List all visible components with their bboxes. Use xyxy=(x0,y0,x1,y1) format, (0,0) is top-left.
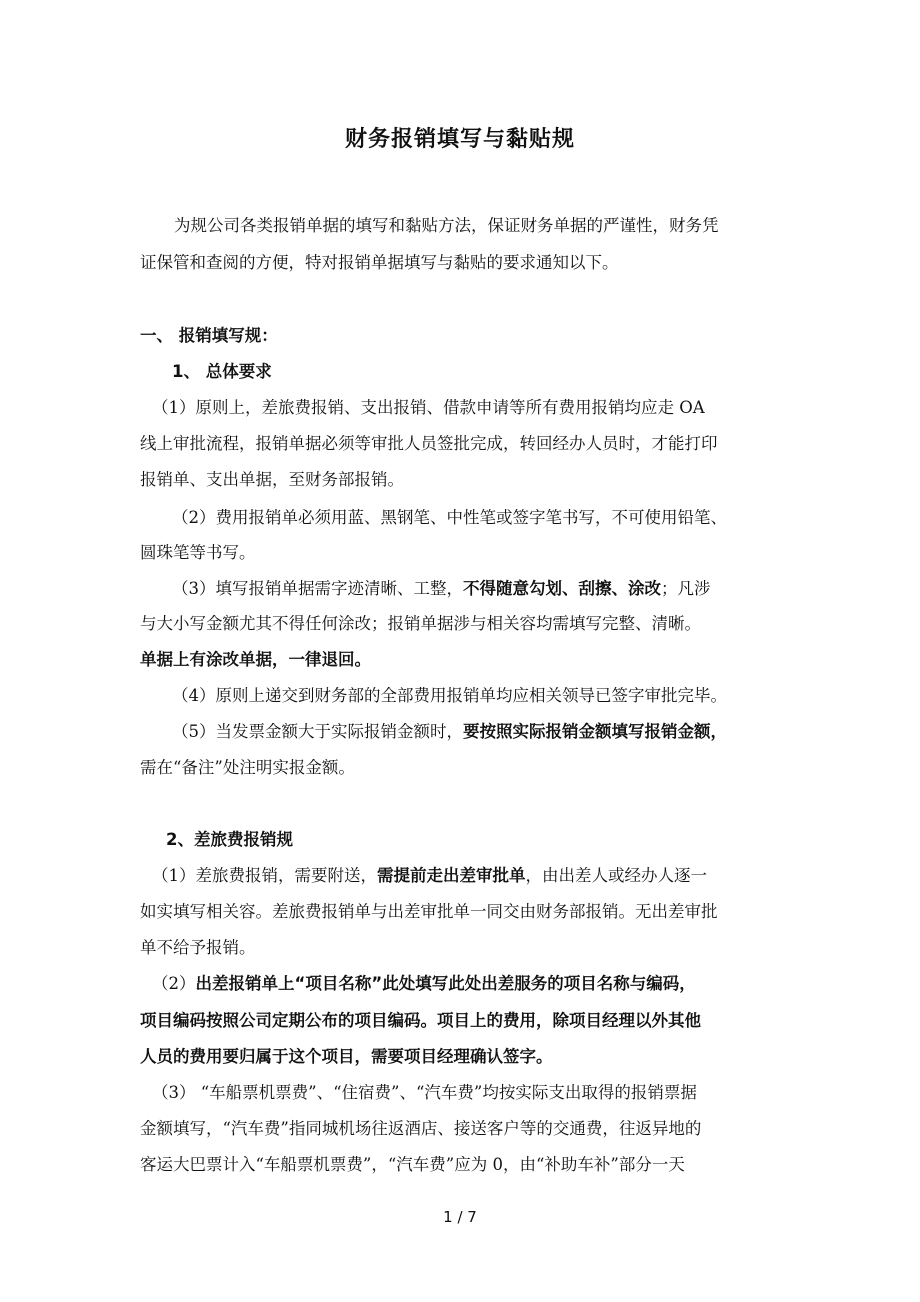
paragraph-1-3-line-3: 单据上有涂改单据，一律退回。 xyxy=(140,650,371,669)
paragraph-1-2-line-2: 圆珠笔等书写。 xyxy=(140,543,256,562)
paragraph-1-1-line-2: 线上审批流程，报销单据必须等审批人员签批完成，转回经办人员时，才能打印 xyxy=(140,434,718,453)
paragraph-2-2-line-3: 人员的费用要归属于这个项目，需要项目经理确认签字。 xyxy=(140,1047,553,1066)
document-title: 财务报销填写与黏贴规 xyxy=(344,127,575,152)
page-number: 1 / 7 xyxy=(443,1208,477,1226)
intro-line-2: 证保管和查阅的方便，特对报销单据填写与黏贴的要求通知以下。 xyxy=(140,253,619,272)
paragraph-1-4-line-1: （4）原则上递交到财务部的全部费用报销单均应相关领导已签字审批完毕。 xyxy=(172,686,727,705)
paragraph-1-2-line-1: （2）费用报销单必须用蓝、黑钢笔、中性笔或签字笔书写，不可使用铅笔、 xyxy=(172,508,727,527)
paragraph-2-3-line-3: 客运大巴票计入“车船票机票费”，“汽车费”应为 0，由“补助车补”部分一天 xyxy=(140,1155,685,1174)
paragraph-2-3-line-2: 金额填写，“汽车费”指同城机场往返酒店、接送客户等的交通费，往返异地的 xyxy=(140,1119,702,1138)
subsection-2-heading: 2、差旅费报销规 xyxy=(166,830,293,849)
paragraph-2-2-line-1: （2）出差报销单上“项目名称”此处填写此处出差服务的项目名称与编码， xyxy=(152,974,696,993)
paragraph-1-5-line-1: （5）当发票金额大于实际报销金额时，要按照实际报销金额填写报销金额， xyxy=(172,722,727,741)
paragraph-2-1-line-2: 如实填写相关容。差旅费报销单与出差审批单一同交由财务部报销。无出差审批 xyxy=(140,902,718,921)
section-1-heading: 一、 报销填写规： xyxy=(140,326,278,345)
paragraph-1-5-line-2: 需在“备注”处注明实报金额。 xyxy=(140,758,355,777)
intro-line-1: 为规公司各类报销单据的填写和黏贴方法，保证财务单据的严谨性，财务凭 xyxy=(174,216,719,235)
paragraph-2-1-line-1: （1）差旅费报销，需要附送，需提前走出差审批单，由出差人或经办人逐一 xyxy=(152,866,707,885)
subsection-1-heading: 1、 总体要求 xyxy=(172,362,272,381)
paragraph-2-2-line-2: 项目编码按照公司定期公布的项目编码。项目上的费用，除项目经理以外其他 xyxy=(140,1011,701,1030)
paragraph-1-1-line-1: （1）原则上，差旅费报销、支出报销、借款申请等所有费用报销均应走 OA xyxy=(152,398,705,417)
paragraph-2-3-line-1: （3） “车船票机票费”、“住宿费”、“汽车费”均按实际支出取得的报销票据 xyxy=(152,1083,697,1102)
paragraph-1-3-line-1: （3）填写报销单据需字迹清晰、工整，不得随意勾划、刮擦、涂改；凡涉 xyxy=(172,579,711,598)
paragraph-1-1-line-3: 报销单、支出单据，至财务部报销。 xyxy=(140,470,404,489)
paragraph-1-3-line-2: 与大小写金额尤其不得任何涂改；报销单据涉与相关容均需填写完整、清晰。 xyxy=(140,614,701,633)
emphasis-approval-form: 需提前走出差审批单 xyxy=(377,866,526,885)
emphasis-actual-amount: 要按照实际报销金额填写报销金额， xyxy=(463,722,727,741)
emphasis-project-name: 出差报销单上“项目名称”此处填写此处出差服务的项目名称与编码， xyxy=(195,974,696,993)
emphasis-no-alteration: 不得随意勾划、刮擦、涂改 xyxy=(463,579,661,598)
paragraph-2-1-line-3: 单不给予报销。 xyxy=(140,938,256,957)
